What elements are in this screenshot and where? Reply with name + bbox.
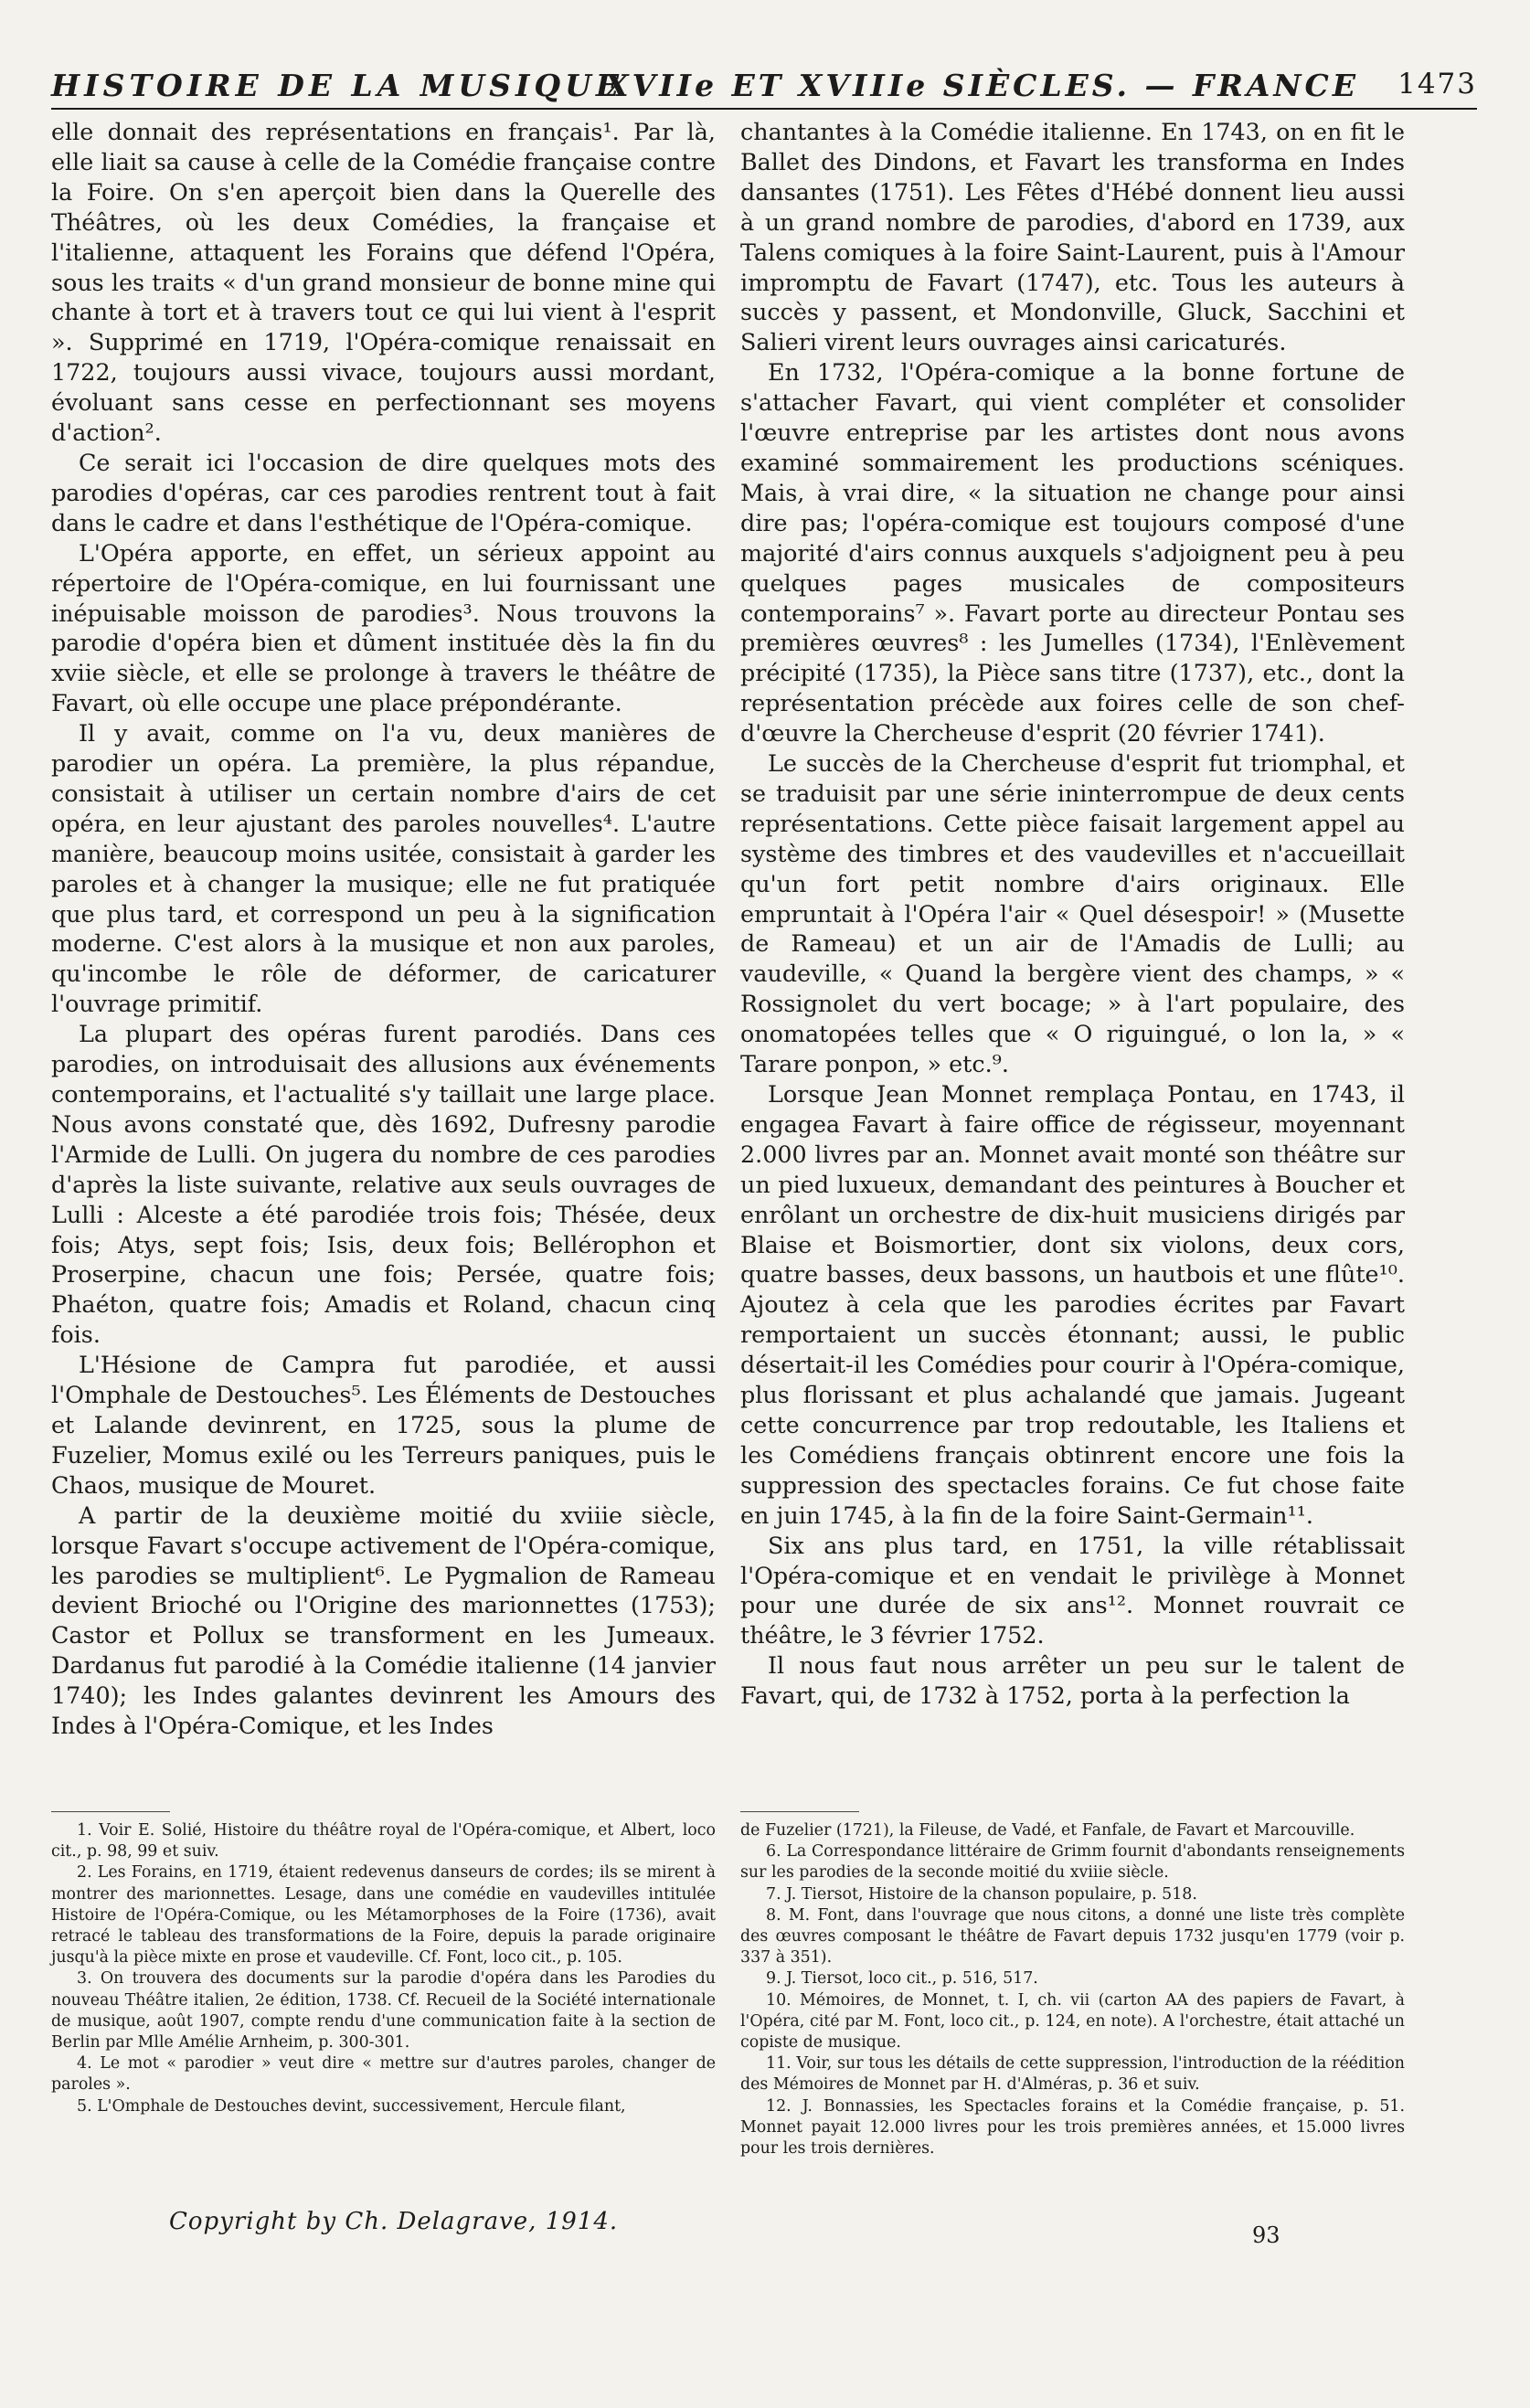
footnote: 8. M. Font, dans l'ouvrage que nous citons, a donné une liste très complète des œuvres composant le théâtre de Favart depuis 1732 jusqu'en 1779 (voir p. 337 à 351). [740, 1905, 1405, 1968]
copyright-line: Copyright by Ch. Delagrave, 1914. [169, 2208, 619, 2235]
paragraph: Six ans plus tard, en 1751, la ville rétablissait l'Opéra-comique et en vendait le privilège à Monnet pour une durée de six ans¹². Monnet rouvrait ce théâtre, le 3 février 1752. [740, 1531, 1405, 1650]
right-footnotes [740, 1820, 1405, 2159]
paragraph: Ce serait ici l'occasion de dire quelques mots des parodies d'opéras, car ces parodies rentrent tout à fait dans le cadre et dans l'esthétique de l'Opéra-comique. [51, 448, 716, 536]
signature-mark: 93 [1252, 2222, 1280, 2248]
footnote: 11. Voir, sur tous les détails de cette suppression, l'introduction de la réédition des Mémoires de Monnet par H. d'Alméras, p. 36 et suiv. [740, 2054, 1405, 2095]
footnote-divider [51, 1811, 170, 1812]
right-column [740, 117, 1405, 1711]
running-header [51, 64, 1477, 110]
paragraph: L'Hésione de Campra fut parodiée, et aussi l'Omphale de Destouches⁵. Les Éléments de Destouches et Lalande devinrent, en 1725, sous la plume de Fuzelier, Momus exilé ou les Terreurs paniques, puis le Chaos, musique de Mouret. [51, 1351, 716, 1499]
footnote: 12. J. Bonnassies, les Spectacles forains et la Comédie française, p. 51. Monnet payait 12.000 livres pour les trois premières années, et 15.000 livres pour les trois dernières. [740, 2096, 1405, 2159]
footnote: 6. La Correspondance littéraire de Grimm fournit d'abondants renseignements sur les parodies de la seconde moitié du xviiie siècle. [740, 1842, 1405, 1883]
paragraph: Le succès de la Chercheuse d'esprit fut triomphal, et se traduisit par une série ininterrompue de deux cents représentations. Cette pièce faisait largement appel au système des timbres et des vaudevilles et n'accueillait qu'un fort petit nombre d'airs originaux. Elle empruntait à l'Opéra l'air « Quel désespoir! » (Musette de Rameau) et un air de l'Amadis de Lulli; au vaudeville, « Quand la bergère vient des champs, » « Rossignolet du vert bocage; » à l'art populaire, des onomatopées telles que « O riguingué, o lon la, » « Tarare ponpon, » etc.⁹. [740, 749, 1405, 1078]
paragraph: L'Opéra apporte, en effet, un sérieux appoint au répertoire de l'Opéra-comique, en lui fournissant une inépuisable moisson de parodies³. Nous trouvons la parodie d'opéra bien et dûment instituée dès la fin du xviie siècle, et elle se prolonge à travers le théâtre de Favart, où elle occupe une place prépondérante. [51, 538, 716, 717]
footnote-divider [740, 1811, 859, 1812]
paragraph: elle donnait des représentations en français¹. Par là, elle liait sa cause à celle de la Comédie française contre la Foire. On s'en aperçoit bien dans la Querelle des Théâtres, où les deux Comédies, la française et l'italienne, attaquent les Forains que défend l'Opéra, sous les traits « d'un grand monsieur de bonne mine qui chante à tort et à travers tout ce qui lui vient à l'esprit ». Supprimé en 1719, l'Opéra-comique renaissait en 1722, toujours aussi vivace, toujours aussi mordant, évoluant sans cesse en perfectionnant ses moyens d'action². [51, 118, 716, 447]
paragraph: Il nous faut nous arrêter un peu sur le talent de Favart, qui, de 1732 à 1752, porta à la perfection la [740, 1651, 1405, 1710]
footnote: 9. J. Tiersot, loco cit., p. 516, 517. [766, 1969, 1038, 1989]
paragraph: Lorsque Jean Monnet remplaça Pontau, en 1743, il engagea Favart à faire office de régisseur, moyennant 2.000 livres par an. Monnet avait monté son théâtre sur un pied luxueux, demandant des peintures à Boucher et enrôlant un orchestre de dix-huit musiciens dirigés par Blaise et Boismortier, dont six violons, deux cors, quatre basses, deux bassons, un hautbois et une flûte¹⁰. Ajoutez à cela que les parodies écrites par Favart remportaient un succès étonnant; aussi, le public désertait-il les Comédies pour courir à l'Opéra-comique, plus florissant et plus achalandé que jamais. Jugeant cette concurrence par trop redoutable, les Italiens et les Comédiens français obtinrent encore une fois la suppression des spectacles forains. Ce fut chose faite en juin 1745, à la fin de la foire Saint-Germain¹¹. [740, 1080, 1405, 1529]
header-section: XVIIe ET XVIIIe SIÈCLES. — FRANCE [605, 68, 1359, 103]
paragraph: chantantes à la Comédie italienne. En 1743, on en fit le Ballet des Dindons, et Favart les transforma en Indes dansantes (1751). Les Fêtes d'Hébé donnent lieu aussi à un grand nombre de parodies, d'abord en 1739, aux Talens comiques à la foire Saint-Laurent, puis à l'Amour impromptu de Favart (1747), etc. Tous les auteurs à succès y passent, et Mondonville, Gluck, Sacchini et Salieri virent leurs ouvrages ainsi caricaturés. [740, 118, 1405, 356]
paragraph: En 1732, l'Opéra-comique a la bonne fortune de s'attacher Favart, qui vient compléter et consolider l'œuvre entreprise par les artistes dont nous avons examiné sommairement les productions scéniques. Mais, à vrai dire, « la situation ne change pour ainsi dire pas; l'opéra-comique est toujours composé d'une majorité d'airs connus auxquels s'adjoignent peu à peu quelques pages musicales de compositeurs contemporains⁷ ». Favart porte au directeur Pontau ses premières œuvres⁸ : les Jumelles (1734), l'Enlèvement précipité (1735), la Pièce sans titre (1737), etc., dont la représentation précède aux foires celle de son chef-d'œuvre la Chercheuse d'esprit (20 février 1741). [740, 358, 1405, 748]
footnote: 10. Mémoires, de Monnet, t. I, ch. vii (carton AA des papiers de Favart, à l'Opéra, cité par M. Font, loco cit., p. 124, en note). A l'orchestre, était attaché un copiste de musique. [740, 1990, 1405, 2053]
footnote: 2. Les Forains, en 1719, étaient redevenus danseurs de cordes; ils se mirent à montrer des marionnettes. Lesage, dans une comédie en vaudevilles intitulée Histoire de l'Opéra-Comique, ou les Métamorphoses de la Foire (1736), avait retracé le tableau des transformations de la Foire, depuis la parade originaire jusqu'à la pièce mixte en prose et vaudeville. Cf. Font, loco cit., p. 105. [51, 1863, 716, 1968]
footnote: de Fuzelier (1721), la Fileuse, de Vadé, et Fanfale, de Favart et Marcouville. [740, 1821, 1355, 1840]
header-title: HISTOIRE DE LA MUSIQUE [51, 68, 624, 103]
paragraph: A partir de la deuxième moitié du xviiie siècle, lorsque Favart s'occupe activement de l'Opéra-comique, les parodies se multiplient⁶. Le Pygmalion de Rameau devient Brioché ou l'Origine des marionnettes (1753); Castor et Pollux se transforment en les Jumeaux. Dardanus fut parodié à la Comédie italienne (14 janvier 1740); les Indes galantes devinrent les Amours des Indes à l'Opéra-Comique, et les Indes [51, 1501, 716, 1740]
paragraph: Il y avait, comme on l'a vu, deux manières de parodier un opéra. La première, la plus répandue, consistait à utiliser un certain nombre d'airs de cet opéra, en leur ajustant des paroles nouvelles⁴. L'autre manière, beaucoup moins usitée, consistait à garder les paroles et à changer la musique; elle ne fut pratiquée que plus tard, et correspond un peu à la signification moderne. C'est alors à la musique et non aux paroles, qu'incombe le rôle de déformer, de caricaturer l'ouvrage primitif. [51, 719, 716, 1018]
paragraph: La plupart des opéras furent parodiés. Dans ces parodies, on introduisait des allusions aux événements contemporains, et l'actualité s'y taillait une large place. Nous avons constaté que, dès 1692, Dufresny parodie l'Armide de Lulli. On jugera du nombre de ces parodies d'après la liste suivante, relative aux seuls ouvrages de Lulli : Alceste a été parodiée trois fois; Thésée, deux fois; Atys, sept fois; Isis, deux fois; Bellérophon et Proserpine, chacun une fois; Persée, quatre fois; Phaéton, quatre fois; Amadis et Roland, chacun cinq fois. [51, 1020, 716, 1349]
footnote: 3. On trouvera des documents sur la parodie d'opéra dans les Parodies du nouveau Théâtre italien, 2e édition, 1738. Cf. Recueil de la Société internationale de musique, août 1907, compte rendu d'une communication faite à la section de Berlin par Mlle Amélie Arnheim, p. 300-301. [51, 1969, 716, 2053]
footnote: 7. J. Tiersot, Histoire de la chanson populaire, p. 518. [766, 1884, 1197, 1904]
page-number: 1473 [1397, 68, 1477, 101]
footnote: 5. L'Omphale de Destouches devint, successivement, Hercule filant, [77, 2096, 626, 2116]
footnote: 1. Voir E. Solié, Histoire du théâtre royal de l'Opéra-comique, et Albert, loco cit., p. 98, 99 et suiv. [51, 1821, 716, 1862]
left-footnotes [51, 1820, 716, 2117]
left-column [51, 117, 716, 1741]
footnote: 4. Le mot « parodier » veut dire « mettre sur d'autres paroles, changer de paroles ». [51, 2054, 716, 2095]
